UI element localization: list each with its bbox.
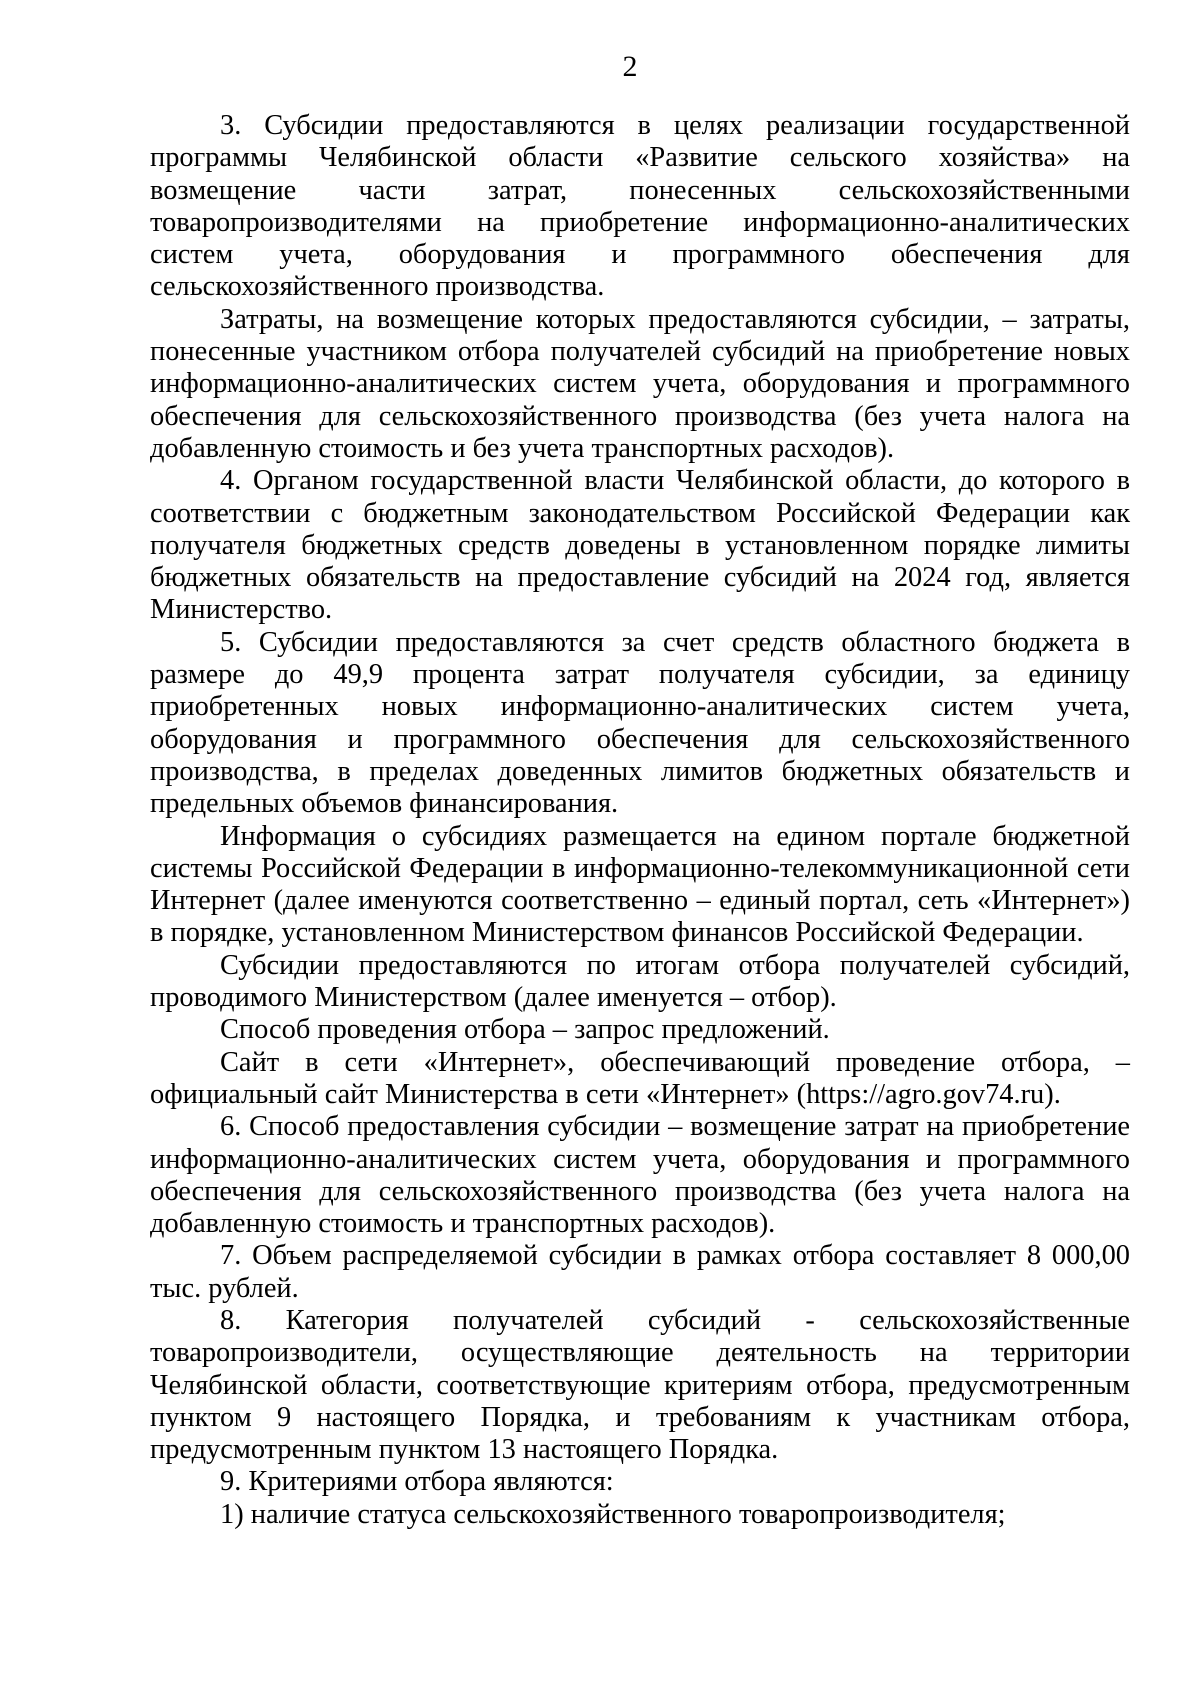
paragraph-selection-website: Сайт в сети «Интернет», обеспечивающий проведение отбора, – официальный сайт Министерства в сети «Интернет» (https://agro.gov74.ru). (150, 1046, 1130, 1110)
document-body (150, 110, 1130, 1531)
list-item-criterion-1: 1) наличие статуса сельскохозяйственного товаропроизводителя; (220, 1498, 1006, 1530)
paragraph-selection-results: Субсидии предоставляются по итогам отбора получателей субсидий, проводимого Министерством (далее именуется – отбор). (150, 949, 1130, 1014)
paragraph-subsidy-information: Информация о субсидиях размещается на едином портале бюджетной системы Российской Федерации в информационно-телекоммуникационной сети Интернет (далее именуются соответственно – единый портал, сеть «Интернет») в порядке, установленном Министерством финансов Российской Федерации. (150, 820, 1130, 949)
paragraph-selection-method: Способ проведения отбора – запрос предложений. (220, 1014, 830, 1046)
paragraph-item-4: 4. Органом государственной власти Челябинской области, до которого в соответствии с бюджетным законодательством Российской Федерации как получателя бюджетных средств доведены в установленном порядке лимиты бюджетных обязательств на предоставление субсидий на 2024 год, является Министерство. (150, 465, 1130, 626)
page-number: 2 (622, 50, 638, 83)
paragraph-item-3: 3. Субсидии предоставляются в целях реализации государственной программы Челябинской области «Развитие сельского хозяйства» на возмещение части затрат, понесенных сельскохозяйственными товаропроизводителями на приобретение информационно-аналитических систем учета, оборудования и программного обеспечения для сельскохозяйственного производства. (150, 110, 1130, 303)
paragraph-item-7: 7. Объем распределяемой субсидии в рамках отбора составляет 8 000,00 тыс. рублей. (150, 1240, 1130, 1304)
paragraph-item-9: 9. Критериями отбора являются: (220, 1466, 614, 1498)
paragraph-item-5: 5. Субсидии предоставляются за счет средств областного бюджета в размере до 49,9 процента затрат получателя субсидии, за единицу приобретенных новых информационно-аналитических систем учета, оборудования и программного обеспечения для сельскохозяйственного производства, в пределах доведенных лимитов бюджетных обязательств и предельных объемов финансирования. (150, 626, 1130, 820)
paragraph-costs-definition: Затраты, на возмещение которых предоставляются субсидии, – затраты, понесенные участником отбора получателей субсидий на приобретение новых информационно-аналитических систем учета, оборудования и программного обеспечения для сельскохозяйственного производства (без учета налога на добавленную стоимость и без учета транспортных расходов). (150, 303, 1130, 464)
paragraph-item-6: 6. Способ предоставления субсидии – возмещение затрат на приобретение информационно-аналитических систем учета, оборудования и программного обеспечения для сельскохозяйственного производства (без учета налога на добавленную стоимость и транспортных расходов). (150, 1111, 1130, 1240)
paragraph-item-8: 8. Категория получателей субсидий - сельскохозяйственные товаропроизводители, осуществляющие деятельность на территории Челябинской области, соответствующие критериям отбора, предусмотренным пунктом 9 настоящего Порядка, и требованиям к участникам отбора, предусмотренным пунктом 13 настоящего Порядка. (150, 1304, 1130, 1466)
